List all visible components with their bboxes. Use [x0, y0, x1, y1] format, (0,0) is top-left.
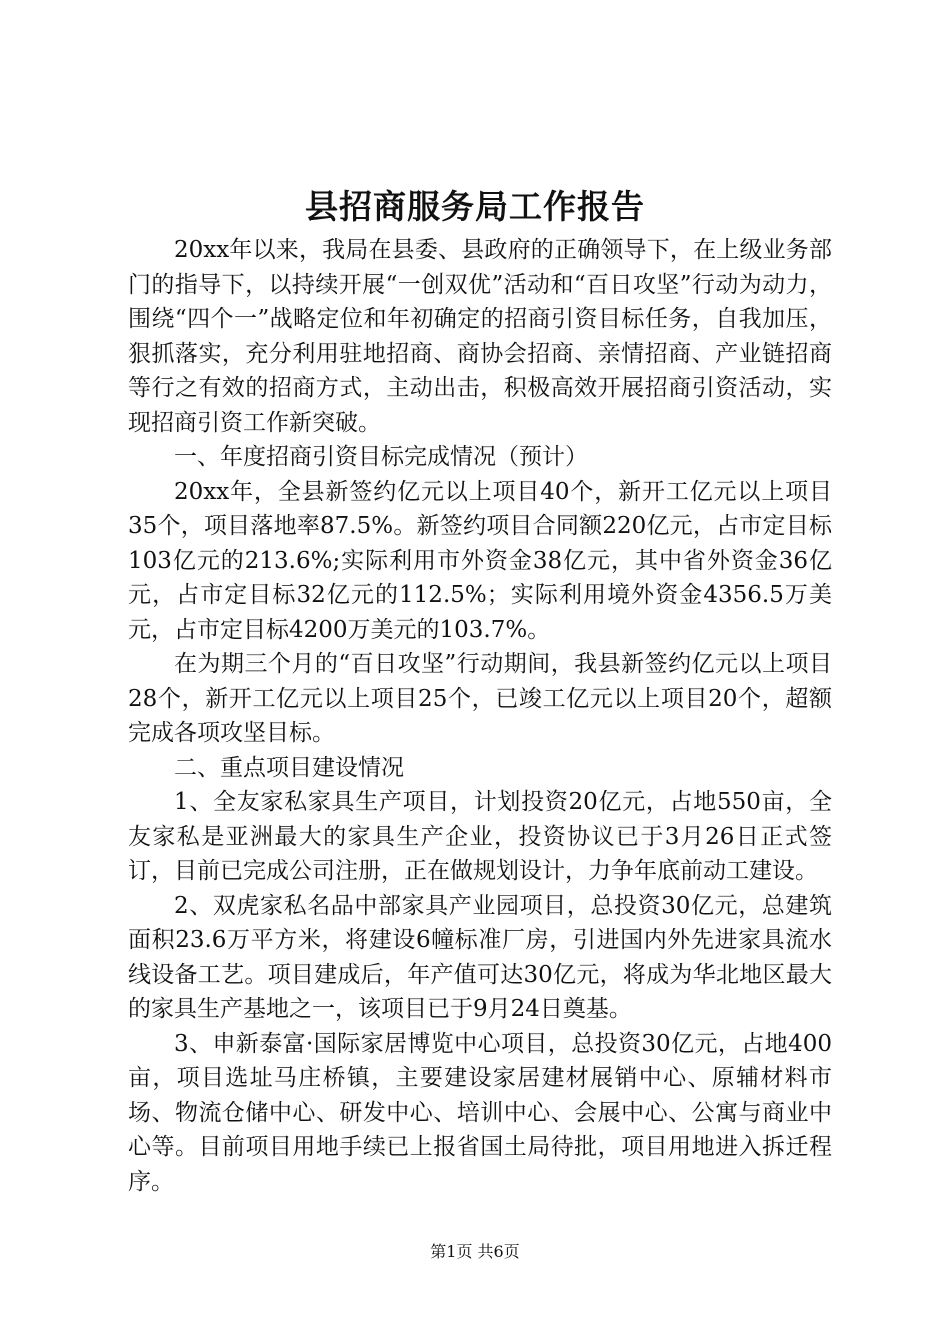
document-title: 县招商服务局工作报告 — [305, 187, 645, 226]
section-heading-1: 一、年度招商引资目标完成情况（预计） — [174, 444, 588, 470]
document-body — [128, 233, 832, 1199]
paragraph-intro: 20xx年以来，我局在县委、县政府的正确领导下，在上级业务部门的指导下，以持续开展“一创双优”活动和“百日攻坚”行动为动力，围绕“四个一”战略定位和年初确定的招商引资目标任务，自我加压，狠抓落实，充分利用驻地招商、商协会招商、亲情招商、产业链招商等行之有效的招商方式，主动出击，积极高效开展招商引资活动，实现招商引资工作新突破。 — [128, 237, 832, 436]
paragraph-annual-results: 20xx年，全县新签约亿元以上项目40个，新开工亿元以上项目35个，项目落地率87.5%。新签约项目合同额220亿元，占市定目标103亿元的213.6%;实际利用市外资金38亿元，其中省外资金36亿元，占市定目标32亿元的112.5%；实际利用境外资金4356.5万美元，占市定目标4200万美元的103.7%。 — [128, 478, 832, 643]
paragraph-project-1: 1、全友家私家具生产项目，计划投资20亿元，占地550亩，全友家私是亚洲最大的家具生产企业，投资协议已于3月26日正式签订，目前已完成公司注册，正在做规划设计，力争年底前动工建设。 — [128, 789, 832, 884]
paragraph-hundred-days: 在为期三个月的“百日攻坚”行动期间，我县新签约亿元以上项目28个，新开工亿元以上项目25个，已竣工亿元以上项目20个，超额完成各项攻坚目标。 — [128, 651, 832, 746]
section-heading-2: 二、重点项目建设情况 — [174, 754, 404, 781]
paragraph-project-3: 3、申新泰富·国际家居博览中心项目，总投资30亿元，占地400亩，项目选址马庄桥镇，主要建设家居建材展销中心、原辅材料市场、物流仓储中心、研发中心、培训中心、会展中心、公寓与商业中心等。目前项目用地手续已上报省国土局待批，项目用地进入拆迁程序。 — [128, 1030, 832, 1195]
paragraph-project-2: 2、双虎家私名品中部家具产业园项目，总投资30亿元，总建筑面积23.6万平方米，将建设6幢标准厂房，引进国内外先进家具流水线设备工艺。项目建成后，年产值可达30亿元，将成为华北地区最大的家具生产基地之一，该项目已于9月24日奠基。 — [128, 892, 832, 1022]
page-footer: 第1页 共6页 — [430, 1242, 520, 1261]
